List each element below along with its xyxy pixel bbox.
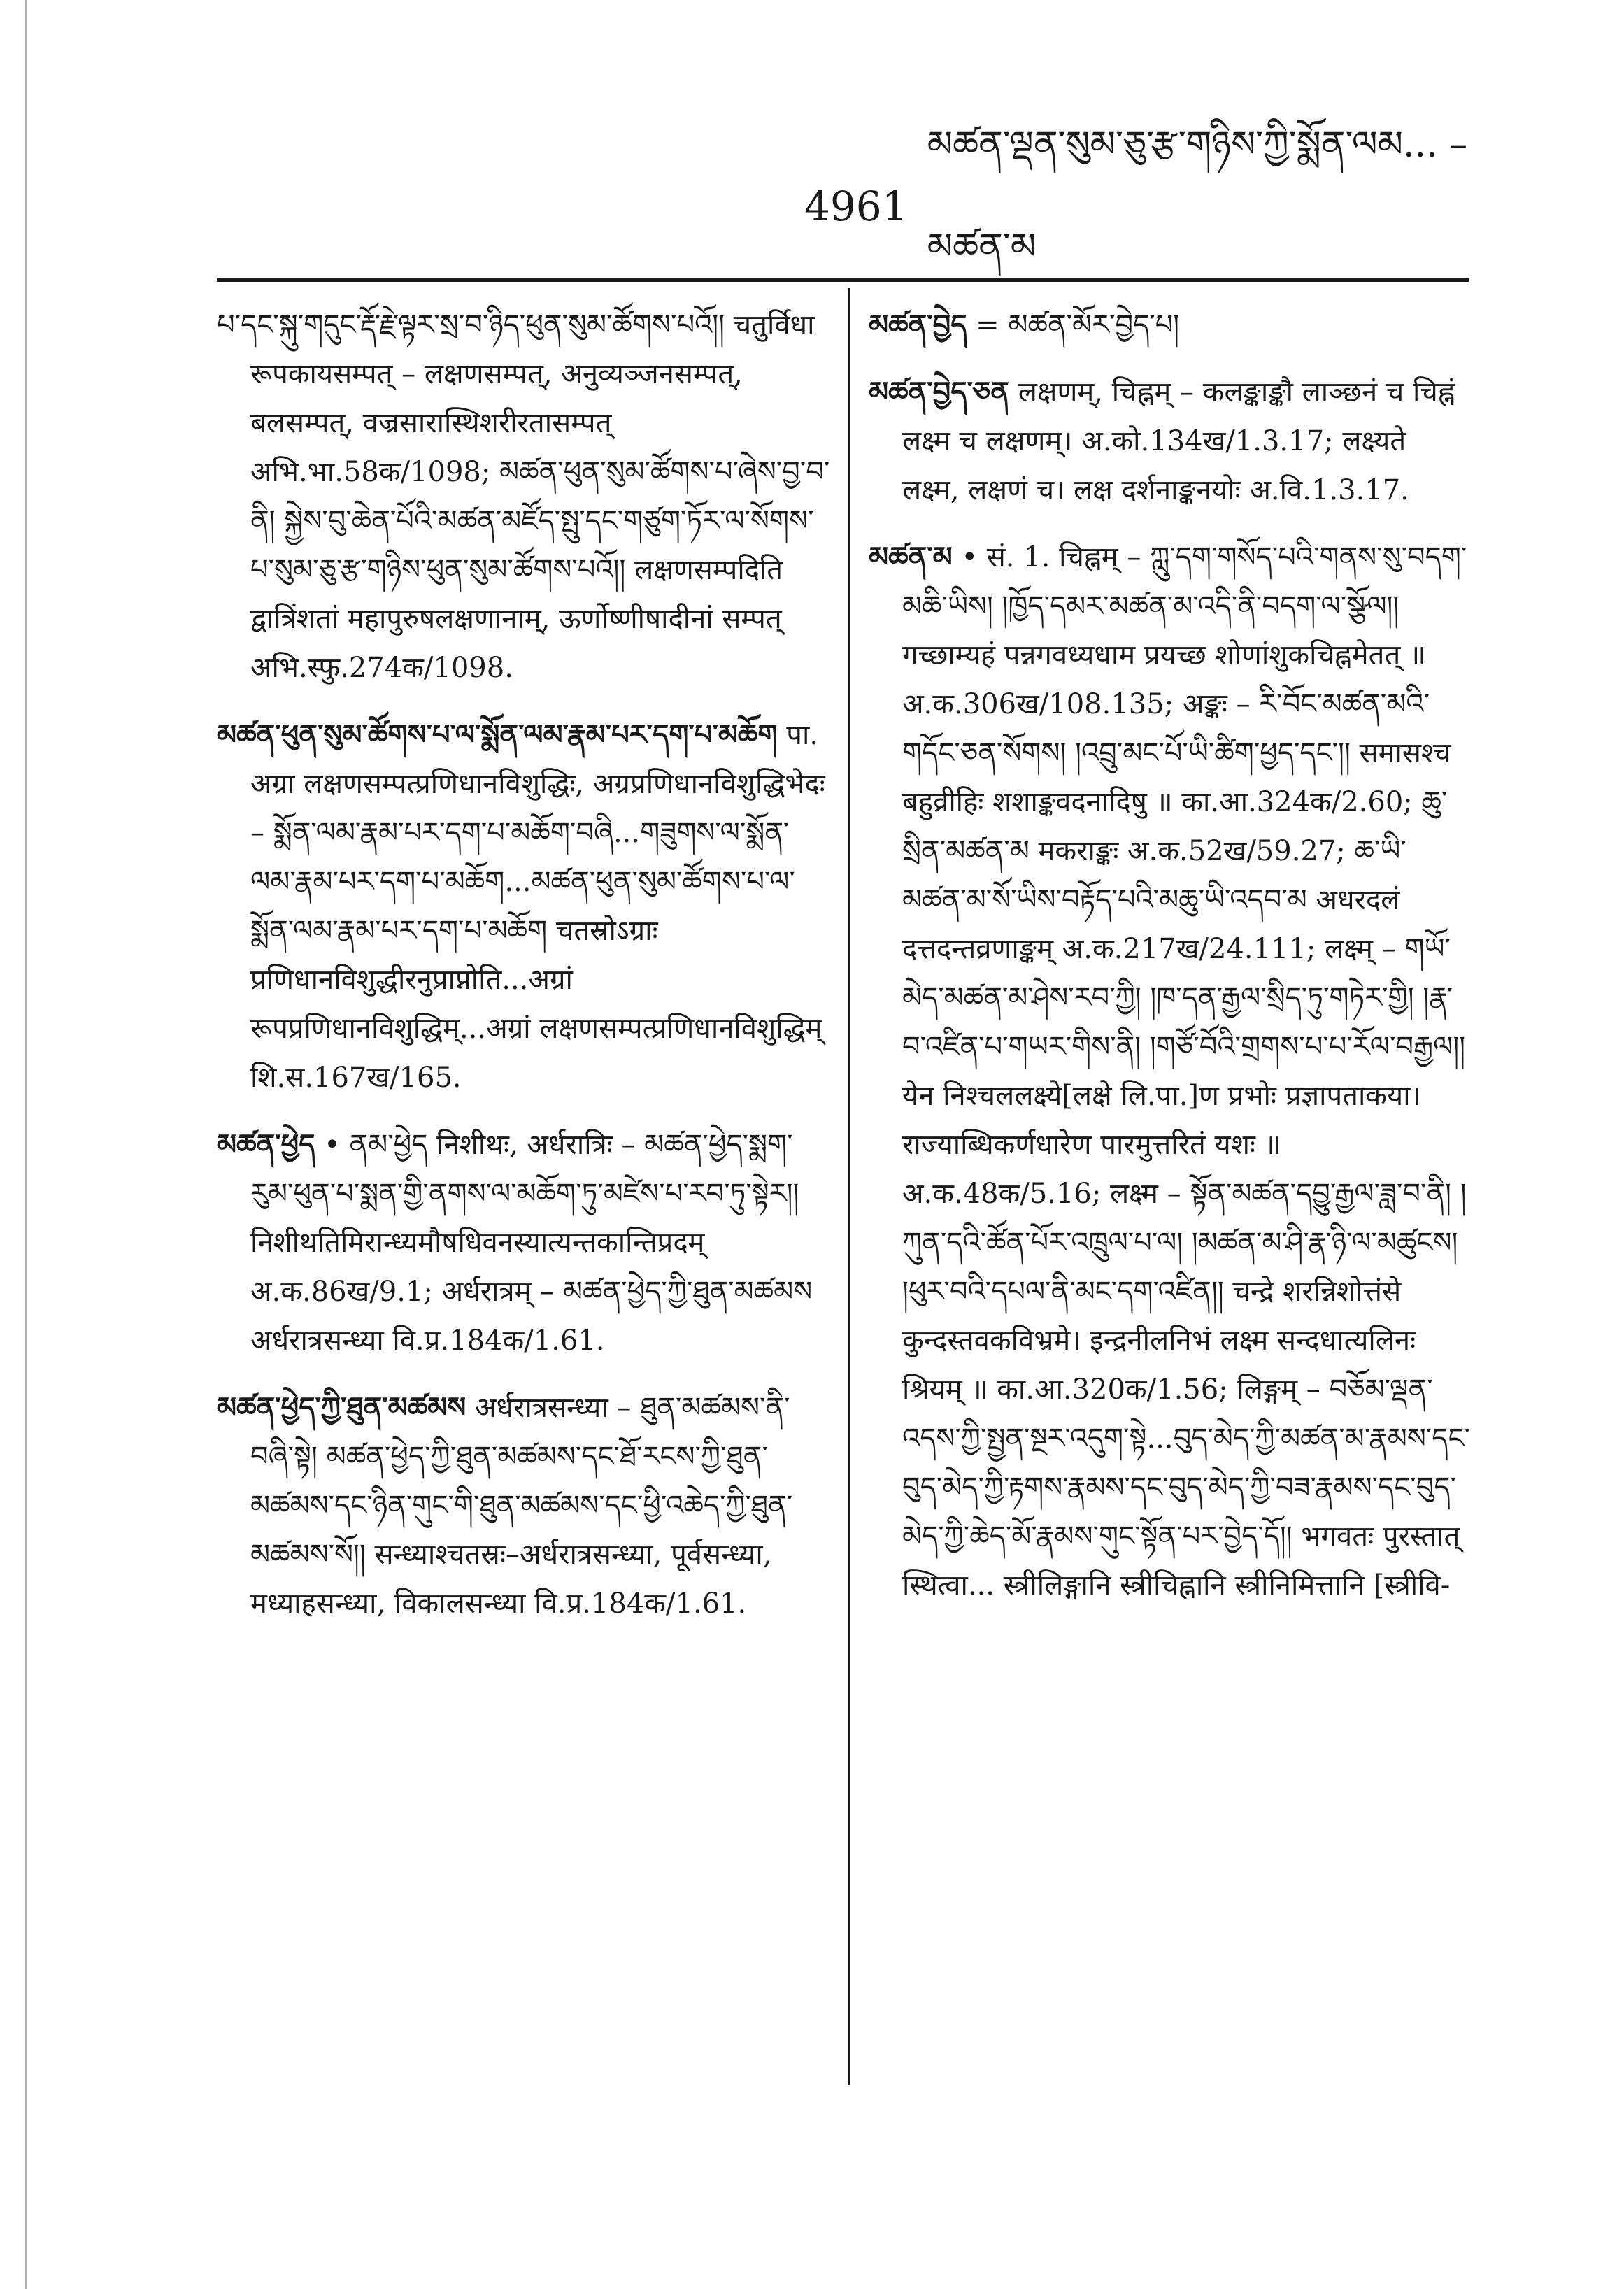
entry-headword: མཚན་མ	[869, 541, 953, 573]
entry-text: • सं. 1. चिह्नम् – ཀླུ་དག་གསོད་པའི་གནས་སུ་བདག་མཆི་ཡིས། །ཁྱོད་དམར་མཚན་མ་འདི་ནི་བདག་ལ་སྩོལ།། गच्छाम्यहं पन्नगवध्यधाम प्रयच्छ शोणांशुकचिह्नमेतत् ॥ अ.क.306ख/108.135; अङ्कः – རི་བོང་མཚན་མའི་གདོང་ཅན་སོགས། །འབྲུ་མང་པོ་ཡི་ཚིག་ཕྱད་དང་།། समासश्च बहुव्रीहिः शशाङ्कवदनादिषु ॥ का.आ.324क/2.60; ཆུ་སྲིན་མཚན་མ मकराङ्कः अ.क.52ख/59.27; ཆ་ཡི་མཚན་མ་སོ་ཡིས་བརྟོད་པའི་མཆུ་ཡི་འདབ་མ अधरदलं दत्तदन्तव्रणाङ्कम् अ.क.217ख/24.111; लक्ष्म् – གཡོ་མེད་མཚན་མ་ཤེས་རབ་ཀྱི། །ཁ་དན་རྒྱལ་སྲིད་ཏུ་གཏེར་གྱི། །རྣ་བ་འཛིན་པ་གཡར་གིས་ནི། །གཙོ་བོའི་གྲགས་པ་པ་རོལ་བརྒྱལ།། येन निश्चललक्ष्ये[लक्षे लि.पा.]ण प्रभोः प्रज्ञापताकया। राज्याब्धिकर्णधारेण पारमुत्तरितं यशः ॥ अ.क.48क/5.16; लक्ष्म – སྟོན་མཚན་དབྱུ་རྒྱལ་ཟླ་བ་ནི། །ཀུན་དའི་ཚོན་པོར་འཁྲུལ་པ་ལ། །མཚན་མ་ཤི་རྣ་ཉི་ལ་མཚུངས། །ཕུར་བའི་དཔལ་ནི་མང་དག་འཛིན།། चन्द्रे शरन्निशोत्तंसे कुन्दस्तवकविभ्रमे। इन्द्रनीलनिभं लक्ष्म सन्दधात्यलिनः श्रियम् ॥ का.आ.320क/1.56; लिङ्गम् – བཅོམ་ལྡན་འདས་ཀྱི་སྤྱན་སྔར་འདུག་སྟེ...བུད་མེད་ཀྱི་མཚན་མ་རྣམས་དང་བུད་མེད་ཀྱི་རྟགས་རྣམས་དང་བུད་མེད་ཀྱི་བཟ་རྣམས་དང་བུད་མེད་ཀྱི་ཆེད་མོ་རྣམས་གུང་སྟོན་པར་བྱེད་དོ།། भगवतः पुरस्तात् स्थित्वा... स्त्रीलिङ्गानि स्त्रीचिह्नानि स्त्रीनिमित्तानि [स्त्रीवि-	[902, 541, 1470, 1602]
entry-text: अर्धरात्रसन्ध्या – ཐུན་མཚམས་ནི་བཞི་སྟེ། མཚན་ཕྱེད་ཀྱི་ཐུན་མཚམས་དང་ཐོ་རངས་ཀྱི་ཐུན་མཚམས་དང་ཉིན་གུང་གི་ཐུན་མཚམས་དང་ཕྱི་འཆེད་ཀྱི་ཐུན་མཚམས་སོ།། सन्ध्याश्चतस्रः–अर्धरात्रसन्ध्या, पूर्वसन्ध्या, मध्याहसन्ध्या, विकालसन्ध्या वि.प्र.184क/1.61.	[250, 1392, 793, 1620]
entry-text: = མཚན་མོར་བྱེད་པ།	[976, 309, 1180, 341]
dictionary-entry	[869, 533, 1470, 1610]
entry-headword: མཚན་ཕྱེད	[217, 1128, 315, 1161]
entry-headword: མཚན་ཕྱེད་ཀྱི་ཐུན་མཚམས	[217, 1391, 466, 1424]
dictionary-entry	[869, 301, 1470, 350]
right-column	[869, 301, 1470, 1628]
dictionary-entry	[217, 711, 832, 1102]
entry-text: པ་དང་སྐུ་གདུང་རྡོ་རྗེ་ལྟར་སྲ་བ་ཉིད་ཕུན་སུམ་ཚོགས་པའོ།། चतुर्विधा रूपकायसम्पत् – लक्षणसम्पत्, अनुव्यञ्जनसम्पत्, बलसम्पत्, वज्रसारास्थिशरीरतासम्पत् अभि.भा.58क/1098; མཚན་ཕུན་སུམ་ཚོགས་པ་ཞེས་བྱ་བ་ནི། སྐྱེས་བུ་ཆེན་པོའི་མཚན་མཛོད་སྤུ་དང་གཙུག་ཏོར་ལ་སོགས་པ་སུམ་ཅུ་རྩ་གཉིས་ཕུན་སུམ་ཚོགས་པའོ།། लक्षणसम्पदिति द्वात्रिंशतां महापुरुषलक्षणानाम्, ऊर्णोष्णीषादीनां सम्पत् अभि.स्फु.274क/1098.	[217, 309, 830, 684]
entry-headword: མཚན་བྱེད	[869, 308, 967, 341]
column-divider	[848, 288, 850, 2085]
entry-text: लक्षणम्, चिह्नम् – कलङ्काङ्कौ लाञ्छनं च चिह्नं लक्ष्म च लक्षणम्। अ.को.134ख/1.3.17; लक्ष्यते लक्ष्म, लक्षणं च। लक्ष दर्शनाङ्कनयोः अ.वि.1.3.17.	[902, 376, 1455, 506]
header-rule	[217, 278, 1469, 282]
dictionary-entry	[217, 1383, 832, 1628]
dictionary-entry	[217, 1120, 832, 1365]
entry-text: • ནམ་ཕྱེད निशीथः, अर्धरात्रिः – མཚན་ཕྱེད་སྨག་རུམ་ཕུན་པ་སྨན་གྱི་ནགས་ལ་མཆོག་ཏུ་མཛེས་པ་རབ་ཏུ་སྟེར།། निशीथतिमिरान्ध्यमौषधिवनस्यात्यन्तकान्तिप्रदम् अ.क.86ख/9.1; अर्धरात्रम् – མཚན་ཕྱེད་ཀྱི་ཐུན་མཚམས अर्धरात्रसन्ध्या वि.प्र.184क/1.61.	[250, 1129, 813, 1357]
dictionary-entry	[869, 368, 1470, 515]
entry-headword: མཚན་ཕུན་སུམ་ཚོགས་པ་ལ་སྨོན་ལམ་རྣམ་པར་དག་པ་མཆོག	[217, 718, 778, 751]
entry-text: पा. अग्रा लक्षणसम्पत्प्रणिधानविशुद्धिः, अग्रप्रणिधानविशुद्धिभेदः – སྨོན་ལམ་རྣམ་པར་དག་པ་མཆོག་བཞི...གཟུགས་ལ་སྨོན་ལམ་རྣམ་པར་དག་པ་མཆོག...མཚན་ཕུན་སུམ་ཚོགས་པ་ལ་སྨོན་ལམ་རྣམ་པར་དག་པ་མཆོག चतस्रोऽग्राः प्रणिधानविशुद्धीरनुप्राप्नोति...अग्रां रूपप्रणिधानविशुद्धिम्...अग्रां लक्षणसम्पत्प्रणिधानविशुद्धिम् शि.स.167ख/165.	[250, 719, 825, 1094]
page-number: 4961	[804, 183, 908, 230]
entry-headword: མཚན་བྱེད་ཅན	[869, 376, 1009, 408]
entry-continuation	[217, 301, 832, 692]
page-header	[804, 124, 1511, 268]
left-column	[217, 301, 832, 1646]
scan-edge-line	[25, 0, 27, 2289]
running-head: མཚན་ལྡན་སུམ་ཅུ་རྩ་གཉིས་ཀྱི་སྨོན་ལམ... – མཚན་མ	[927, 124, 1468, 268]
